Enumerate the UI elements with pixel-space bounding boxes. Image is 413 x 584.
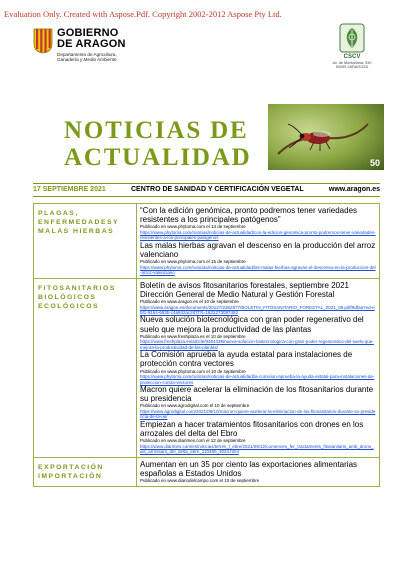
news-meta: Publicado en www.phytoma.com el 14 de septiembre [140, 224, 246, 230]
cscv-address: Av. de Montañana, 930 50059 ZARAGOZA [332, 61, 372, 70]
title-line1: NOTICIAS DE [64, 117, 249, 144]
news-item [140, 315, 376, 350]
gov-name-line1: GOBIERNO [57, 27, 119, 39]
news-title: La Comisión aprueba la ayuda estatal para instalaciones de protección contra vectores [140, 350, 353, 369]
gov-name-line2: DE ARAGON [57, 38, 126, 50]
news-title: Las malas hierbas agravan el descenso en la producción del arroz valenciano [140, 240, 376, 260]
news-title: Macron quiere acelerar la eliminación de los fitosanitarios durante su presidencia [140, 385, 374, 404]
section-fitosanitarios [34, 279, 379, 458]
news-link[interactable]: https://www.agrodigital.com/2021/09/10/macron-quiere-acelerar-la-eliminacion-de-los-fitosanitarios-durante-su-presidencia-de-la-ue/ [140, 409, 376, 420]
news-meta: Publicado en www.freshplaza.es el 10 de septiembre [140, 333, 246, 339]
news-item [140, 420, 376, 455]
site-link[interactable]: www.aragon.es [328, 186, 380, 193]
news-link[interactable]: https://www.phytoma.com/noticias/noticias-de-actualidad/la-comision-aprueba-la-ayuda-estatal-para-instalaciones-de-proteccion-contra-vectores [140, 374, 375, 385]
cscv-name: CSCV [343, 54, 361, 60]
headline-bar [33, 186, 380, 193]
news-table [33, 203, 380, 487]
category-cell [34, 204, 137, 278]
aragon-crest-icon [33, 28, 53, 54]
insect-photo [268, 104, 384, 170]
news-title: Nueva solución biotecnológica con gran poder regenerativo del suelo que mejora la productividad de las plantas [140, 315, 364, 334]
evaluation-watermark: Evaluation Only. Created with Aspose.Pdf. Copyright 2002-2012 Aspose Pty Ltd. [4, 9, 282, 19]
news-link[interactable]: https://www.diarimes.com/es/noticias/terres_l_ebre/2021/09/12/comencen_fer_tractaments_fitosanitaris_amb_drons_als_arrossars_del_delta_ebre_110490_3024.html [140, 443, 374, 455]
divider-top [33, 183, 380, 184]
page-title [64, 117, 251, 171]
section-items [137, 458, 379, 486]
news-meta: Publicado en www.aragon.es el 10 de septiembre [140, 299, 239, 305]
news-title: Boletín de avisos fitosanitarios forestales, septiembre 2021 Dirección General de Medio Natural y Gestión Forestal [140, 280, 350, 299]
news-title: Aumentan en un 35 por ciento las exportaciones alimentarias españolas a Estados Unidos [140, 459, 358, 478]
section-items [137, 279, 379, 457]
news-title: “Con la edición genómica, pronto podremos tener variedades resistentes a los principales patógenos” [140, 206, 358, 225]
cscv-logo [330, 23, 374, 70]
category-cell [34, 279, 137, 457]
insect-image [268, 104, 384, 170]
news-meta: Publicado en www.phytoma.com el 10 de septiembre [140, 368, 246, 374]
section-plagas [34, 204, 379, 279]
news-item [140, 206, 376, 241]
section-exportacion [34, 458, 379, 486]
title-line2: ACTUALIDAD [64, 144, 252, 171]
news-item [140, 460, 376, 484]
news-link[interactable]: https://www.aragon.es/documents/20127/2362877/BOLETIN_FITOSANITARIO_FORESTAL_2021_09.pdf/9dfaa7ed-ebf1-9164-653b-c4a842ac2d7f?t=1631273097482 [140, 304, 375, 316]
section-items [137, 204, 379, 278]
news-item [140, 385, 376, 420]
divider-bottom [33, 196, 380, 197]
news-meta: Publicado en www.phytoma.com el 15 de septiembre [140, 259, 246, 265]
issue-date: 17 SEPTIEMBRE 2021 [33, 186, 106, 193]
news-link[interactable]: https://www.phytoma.com/noticias/noticias-de-actualidad/las-malas-hierbas-agravan-el-descenso-en-la-produccion-del-arroz-valenciano [140, 264, 376, 276]
news-item [140, 241, 376, 276]
category-label: PLAGAS, ENFERMEDADESY MALAS HIERBAS [38, 210, 120, 236]
category-label: EXPORTACIÓN IMPORTACIÓN [38, 463, 104, 480]
category-label: FITOSANITARIOS BIOLÓGICOS ECOLÓGICOS [38, 284, 116, 311]
news-meta: Publicado en www.diarimes.com el 12 de septiembre [140, 438, 246, 444]
category-cell [34, 458, 137, 486]
news-title: Empiezan a hacer tratamientos fitosanitarios con drones en los arrozales del delta del Ebro [140, 419, 364, 439]
news-link[interactable]: https://www.freshplaza.es/article/9354339/nueva-solucion-biotecnologica-con-gran-poder-regenerativo-del-suelo-que-mejora-la-productividad-de-las-plantas/ [140, 339, 374, 350]
news-link[interactable]: https://www.phytoma.com/noticias/noticias-de-actualidad/con-la-edicion-genomica-pronto-podremos-tener-variedades-resistentes-a-los-principales-patogenos [140, 230, 376, 241]
gov-department: Departamento de Agricultura, Ganadería y Medio Ambiente [57, 52, 117, 63]
news-item [140, 350, 376, 385]
news-meta: Publicado en www.diariodelcampo.com el 10 de septiembre [140, 478, 260, 484]
news-item [140, 281, 376, 316]
gobierno-aragon-logo [33, 28, 126, 62]
cscv-emblem-icon [339, 23, 365, 53]
news-meta: Publicado en www.agrodigital.com el 10 de septiembre [140, 403, 250, 409]
anniversary-badge: 50 [369, 158, 380, 168]
center-name: CENTRO DE SANIDAD Y CERTIFICACIÓN VEGETAL [130, 186, 304, 193]
